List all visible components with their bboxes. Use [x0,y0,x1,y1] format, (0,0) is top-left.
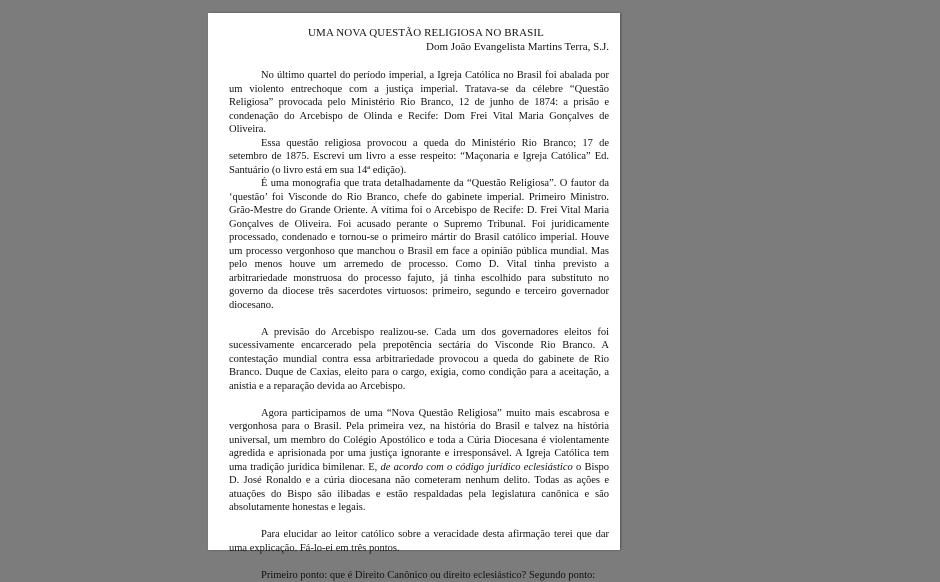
paragraph-7: Primeiro ponto: que é Direito Canônico ou direito eclesiástico? Segundo ponto: [229,569,609,582]
paragraph-4: A previsão do Arcebispo realizou-se. Cada um dos governadores eleitos foi sucessivamente encarcerado pela prepotência sectária do Visconde Rio Branco. A contestação mundial contra essa arbitrariedade provocou a queda do gabinete de Rio Branco. Duque de Caxias, eleito para o cargo, exigia, como condição para a aceitação, a anistia e a reparação devida ao Arcebispo. [229,326,609,394]
paragraph-6: Para elucidar ao leitor católico sobre a veracidade desta afirmação terei que dar uma explicação. Fá-lo-ei em três pontos. [229,528,609,555]
paragraph-3: É uma monografia que trata detalhadamente da “Questão Religiosa”. O fautor da ‘questão’ foi Visconde do Rio Branco, chefe do gabinete imperial. Primeiro Ministro. Grão-Mestre do Grande Oriente. A vítima foi o Arcebispo de Recife: D. Frei Vital Maria Gonçalves de Oliveira. Foi acusado perante o Supremo Tribunal. Foi juridicamente processado, condenado e tornou-se o primeiro mártir do Brasil católico imperial. Houve um processo vergonhoso que manchou o Brasil em face a opinião pública mundial. Mas pelo menos houve um arremedo de processo. Como D. Vital tinha previsto a arbitrariedade monstruosa do processo fajuto, já tinha escolhido para substituto no governo da diocese três sacerdotes virtuosos: primeiro, segundo e terceiro governador diocesano. [229,177,609,312]
article-author: Dom João Evangelista Martins Terra, S.J. [229,40,609,54]
article-body [229,69,609,582]
paragraph-5-italic-text: de acordo com o código jurídico eclesiástico [380,462,572,473]
document-page [208,13,620,550]
page-content [229,26,609,582]
paragraph-5 [229,407,609,515]
paragraph-5-text-after: o Bispo D. José Ronaldo e a cúria diocesana não cometeram nenhum delito. Todas as ações e atuações do Bispo são ilibadas e estão respaldadas pela legislatura canônica e são absolutamente honestas e legais. [229,462,609,514]
paragraph-2: Essa questão religiosa provocou a queda do Ministério Rio Branco; 17 de setembro de 1875. Escrevi um livro a esse respeito: “Maçonaria e Igreja Católica” Ed. Santuário (o livro está em sua 14ª edição). [229,137,609,178]
article-title: UMA NOVA QUESTÃO RELIGIOSA NO BRASIL [229,26,609,40]
paragraph-5-text-before: Agora participamos de uma “Nova Questão Religiosa” muito mais escabrosa e vergonhosa para o Brasil. Pela primeira vez, na história do Brasil e talvez na história universal, um membro do Colégio Apostólico e toda a Cúria Diocesana é violentamente agredida e aprisionada por uma justiça ignorante e irresponsável. A Igreja Católica tem uma tradição jurídica bimilenar. E, [229,408,609,473]
paragraph-1: No último quartel do período imperial, a Igreja Católica no Brasil foi abalada por um violento entrechoque com a justiça imperial. Tratava-se da célebre “Questão Religiosa” provocada pelo Ministério Rio Branco, 12 de junho de 1874: a prisão e condenação do Arcebispo de Olinda e Recife: Dom Frei Vital Maria Gonçalves de Oliveira. [229,69,609,137]
